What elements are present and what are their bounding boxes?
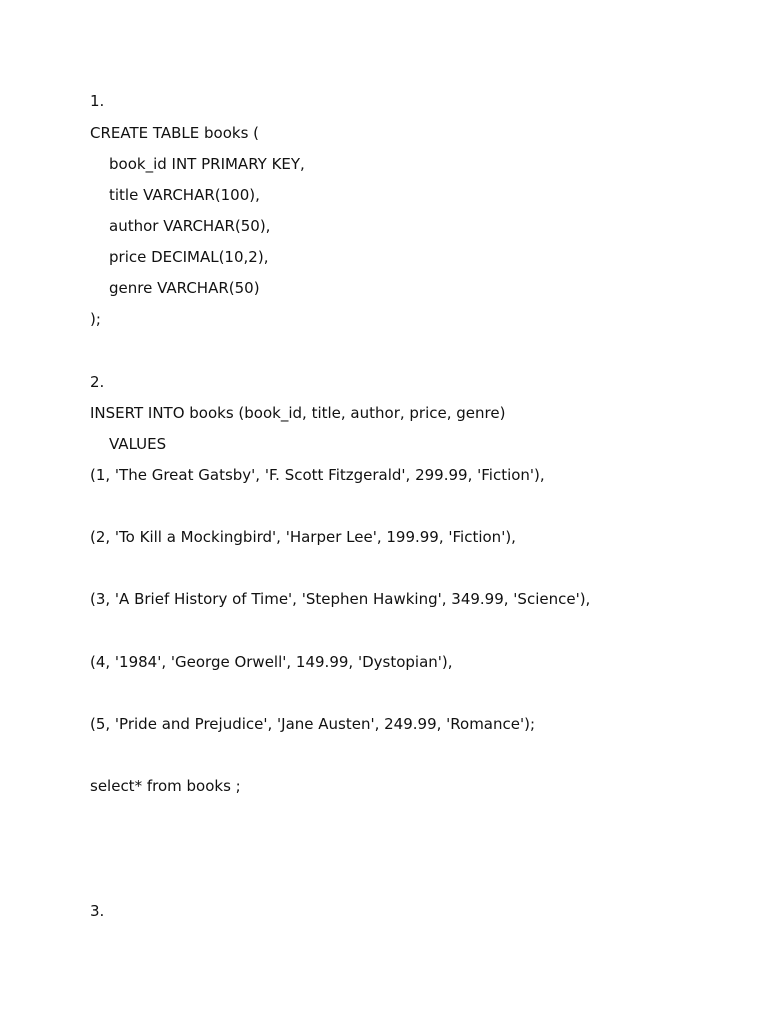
- section-3-number: 3.: [90, 902, 105, 920]
- create-table-close-line: );: [90, 310, 101, 328]
- column-price-line: price DECIMAL(10,2),: [109, 248, 269, 266]
- insert-row-line: (4, '1984', 'George Orwell', 149.99, 'Dystopian'),: [90, 653, 453, 671]
- insert-row-line: (1, 'The Great Gatsby', 'F. Scott Fitzgerald', 299.99, 'Fiction'),: [90, 466, 545, 484]
- values-keyword-line: VALUES: [109, 435, 167, 453]
- select-query-line: select* from books ;: [90, 777, 241, 795]
- column-genre-line: genre VARCHAR(50): [109, 279, 260, 297]
- column-book-id-line: book_id INT PRIMARY KEY,: [109, 155, 305, 173]
- column-title-line: title VARCHAR(100),: [109, 186, 260, 204]
- section-2-number: 2.: [90, 373, 105, 391]
- insert-row-line: (2, 'To Kill a Mockingbird', 'Harper Lee', 199.99, 'Fiction'),: [90, 528, 516, 546]
- insert-row-line: (3, 'A Brief History of Time', 'Stephen Hawking', 349.99, 'Science'),: [90, 590, 591, 608]
- create-table-line: CREATE TABLE books (: [90, 124, 260, 142]
- column-author-line: author VARCHAR(50),: [109, 217, 271, 235]
- insert-into-line: INSERT INTO books (book_id, title, author, price, genre): [90, 404, 506, 422]
- insert-row-line: (5, 'Pride and Prejudice', 'Jane Austen', 249.99, 'Romance');: [90, 715, 536, 733]
- section-1-number: 1.: [90, 92, 105, 110]
